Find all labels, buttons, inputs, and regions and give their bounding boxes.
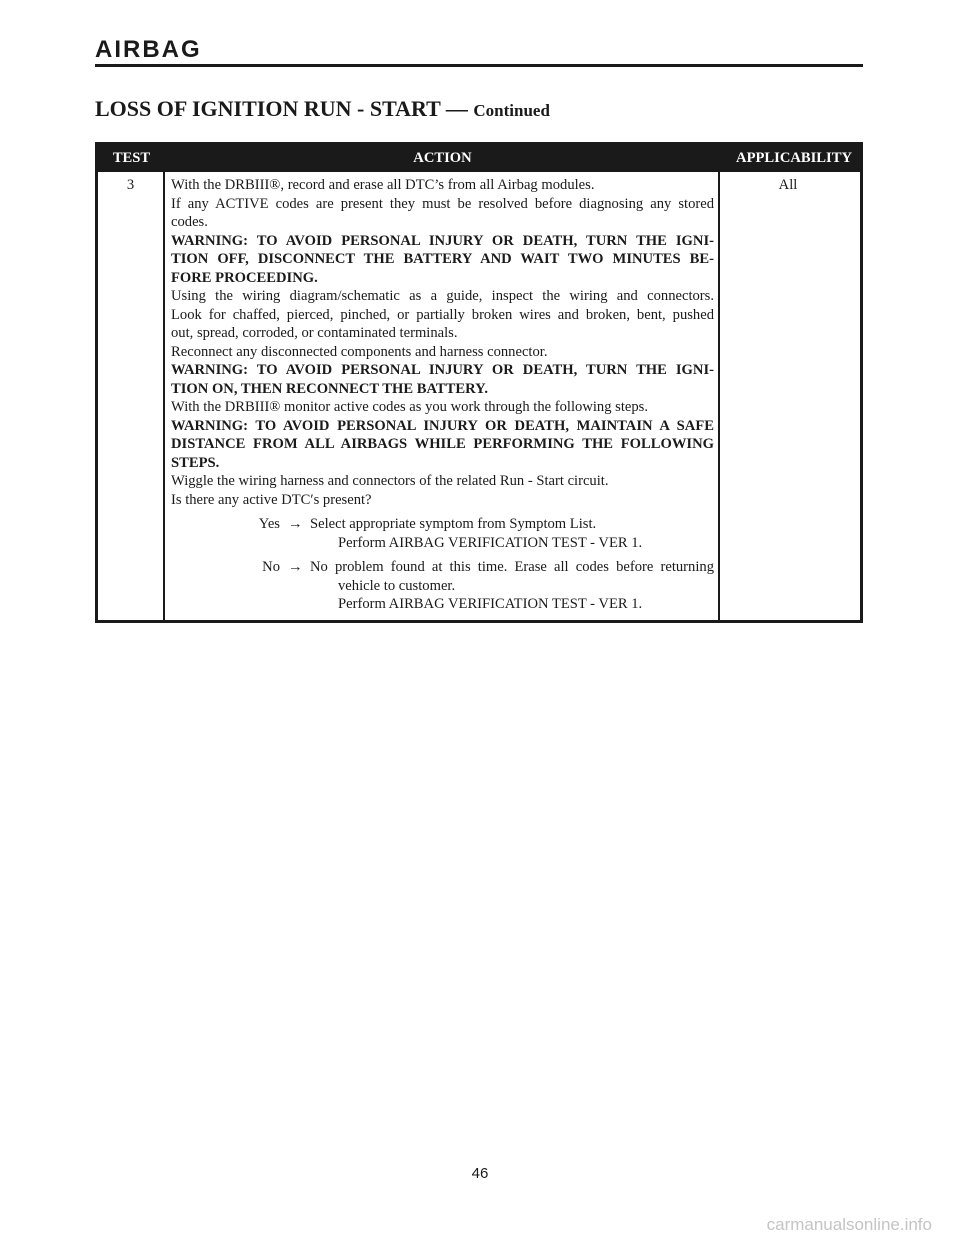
warning-line: FORE PROCEEDING. [171,269,318,286]
page-number: 46 [471,1165,489,1182]
no-label: No [262,559,280,575]
warning-line: WARNING: TO AVOID PERSONAL INJURY OR DEATH, TURN THE IGNI- [171,362,714,378]
header-action: ACTION [413,150,472,167]
heading-continued: Continued [473,101,550,120]
action-line: codes. [171,214,208,230]
action-line: out, spread, corroded, or contaminated terminals. [171,325,458,341]
yes-label: Yes [258,516,280,532]
no-line: No problem found at this time. Erase all codes before returning [310,559,714,575]
header-test: TEST [112,150,151,167]
action-line: With the DRBIII®, record and erase all DTC’s from all Airbag modules. [171,177,595,193]
outcome-no [171,558,714,614]
warning-line: STEPS. [171,454,220,471]
test-number: 3 [98,172,165,620]
action-line: Wiggle the wiring harness and connectors of the related Run - Start circuit. [171,473,609,489]
yes-line: Select appropriate symptom from Symptom List. [310,516,597,532]
warning-line: DISTANCE FROM ALL AIRBAGS WHILE PERFORMING THE FOLLOWING [171,436,714,452]
warning-line: TION ON, THEN RECONNECT THE BATTERY. [171,380,488,397]
page-heading [95,96,550,124]
action-line: If any ACTIVE codes are present they must be resolved before diagnosing any stored [171,195,714,212]
warning-line: WARNING: TO AVOID PERSONAL INJURY OR DEATH, TURN THE IGNI- [171,232,714,249]
section-title: AIRBAG [95,36,202,63]
applicability-value: All [778,177,798,193]
table-header [98,145,860,172]
yes-text [310,515,714,552]
arrow-icon: → [288,559,303,575]
action-line: With the DRBIII® monitor active codes as you work through the following steps. [171,399,649,415]
no-line: vehicle to customer. [338,577,456,594]
header-applicability: APPLICABILITY [736,150,852,167]
arrow-icon: → [288,516,303,532]
yes-line: Perform AIRBAG VERIFICATION TEST - VER 1. [338,534,643,551]
test-table [95,142,863,623]
section-rule [95,64,863,67]
action-cell [165,172,720,620]
action-line: Using the wiring diagram/schematic as a guide, inspect the wiring and connectors. [171,288,714,304]
question-line: Is there any active DTC′s present? [171,491,372,508]
watermark: carmanualsonline.info [766,1215,932,1234]
warning-line: TION OFF, DISCONNECT THE BATTERY AND WAIT TWO MINUTES BE- [171,251,714,267]
action-line: Reconnect any disconnected components and harness connector. [171,343,548,360]
action-line: Look for chaffed, pierced, pinched, or partially broken wires and broken, bent, pushed [171,306,714,323]
no-text [310,558,714,614]
heading-main: LOSS OF IGNITION RUN - START — [95,96,468,121]
no-line: Perform AIRBAG VERIFICATION TEST - VER 1. [338,596,643,612]
warning-line: WARNING: TO AVOID PERSONAL INJURY OR DEATH, MAINTAIN A SAFE [171,417,714,434]
section-header [95,36,863,67]
outcome-yes [171,515,714,552]
table-row [98,172,860,620]
